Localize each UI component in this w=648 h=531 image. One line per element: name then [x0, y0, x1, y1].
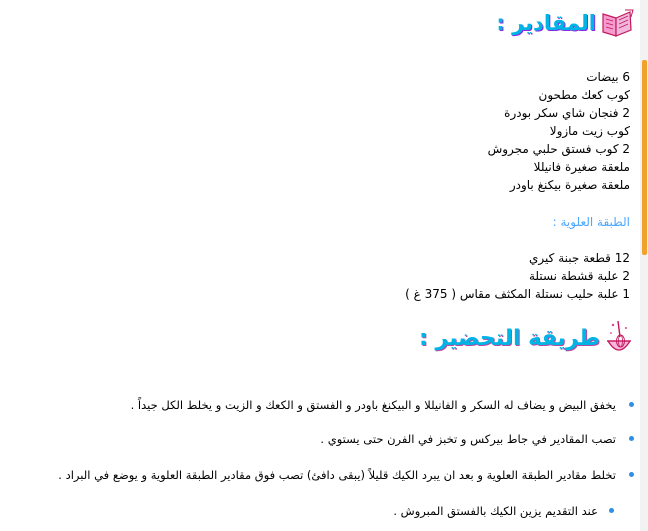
topping-line: 1 علبة حليب نستلة المكثف مقاس ( 375 غ ): [405, 287, 630, 301]
topping-line: 12 قطعة جبنة كيري: [529, 251, 630, 265]
ingredients-heading: [496, 4, 634, 42]
method-title: طريقة التحضير :: [419, 326, 600, 351]
topping-heading: الطبقة العلوية :: [552, 215, 630, 229]
ingredient-line: 6 بيضات: [586, 70, 630, 84]
bullet-icon: [609, 508, 614, 513]
ingredient-line: كوب كعك مطحون: [538, 88, 630, 102]
ingredient-line: كوب زيت مازولا: [549, 124, 630, 138]
bullet-icon: [629, 402, 634, 407]
bullet-icon: [629, 472, 634, 477]
ingredient-line: 2 فنجان شاي سكر بودرة: [504, 106, 630, 120]
ingredients-title: المقادير :: [496, 10, 596, 35]
scrollbar-thumb[interactable]: [642, 60, 647, 255]
list-item: [0, 430, 640, 448]
list-item: [0, 466, 640, 484]
step-text: يخفق البيض و يضاف له السكر و الفانيللا و البيكنغ باودر و الفستق و الكعك و الزيت و يخلط الكل جيداً .: [130, 398, 616, 412]
topping-line: 2 علبة قشطة نستلة: [528, 269, 630, 283]
step-text: تخلط مقادير الطبقة العلوية و بعد ان يبرد الكيك قليلاً (يبقى دافئ) تصب فوق مقادير الطبقة العلوية و يوضع في البراد .: [58, 468, 616, 482]
pink-book-icon: [600, 8, 634, 38]
list-item: [0, 502, 640, 520]
ingredient-line: ملعقة صغيرة فانيللا: [533, 160, 630, 174]
ingredient-line: ملعقة صغيرة بيكنغ باودر: [509, 178, 630, 192]
step-text: تصب المقادير في جاط بيركس و تخبز في الفرن حتى يستوي .: [320, 432, 616, 446]
step-text: عند التقديم يزين الكيك بالفستق المبروش .: [393, 504, 598, 518]
whisk-bowl-icon: [604, 319, 634, 359]
ingredient-line: 2 كوب فستق حلبي مجروش: [487, 142, 630, 156]
bullet-icon: [629, 436, 634, 441]
list-item: [0, 396, 640, 414]
method-heading: [419, 318, 634, 360]
